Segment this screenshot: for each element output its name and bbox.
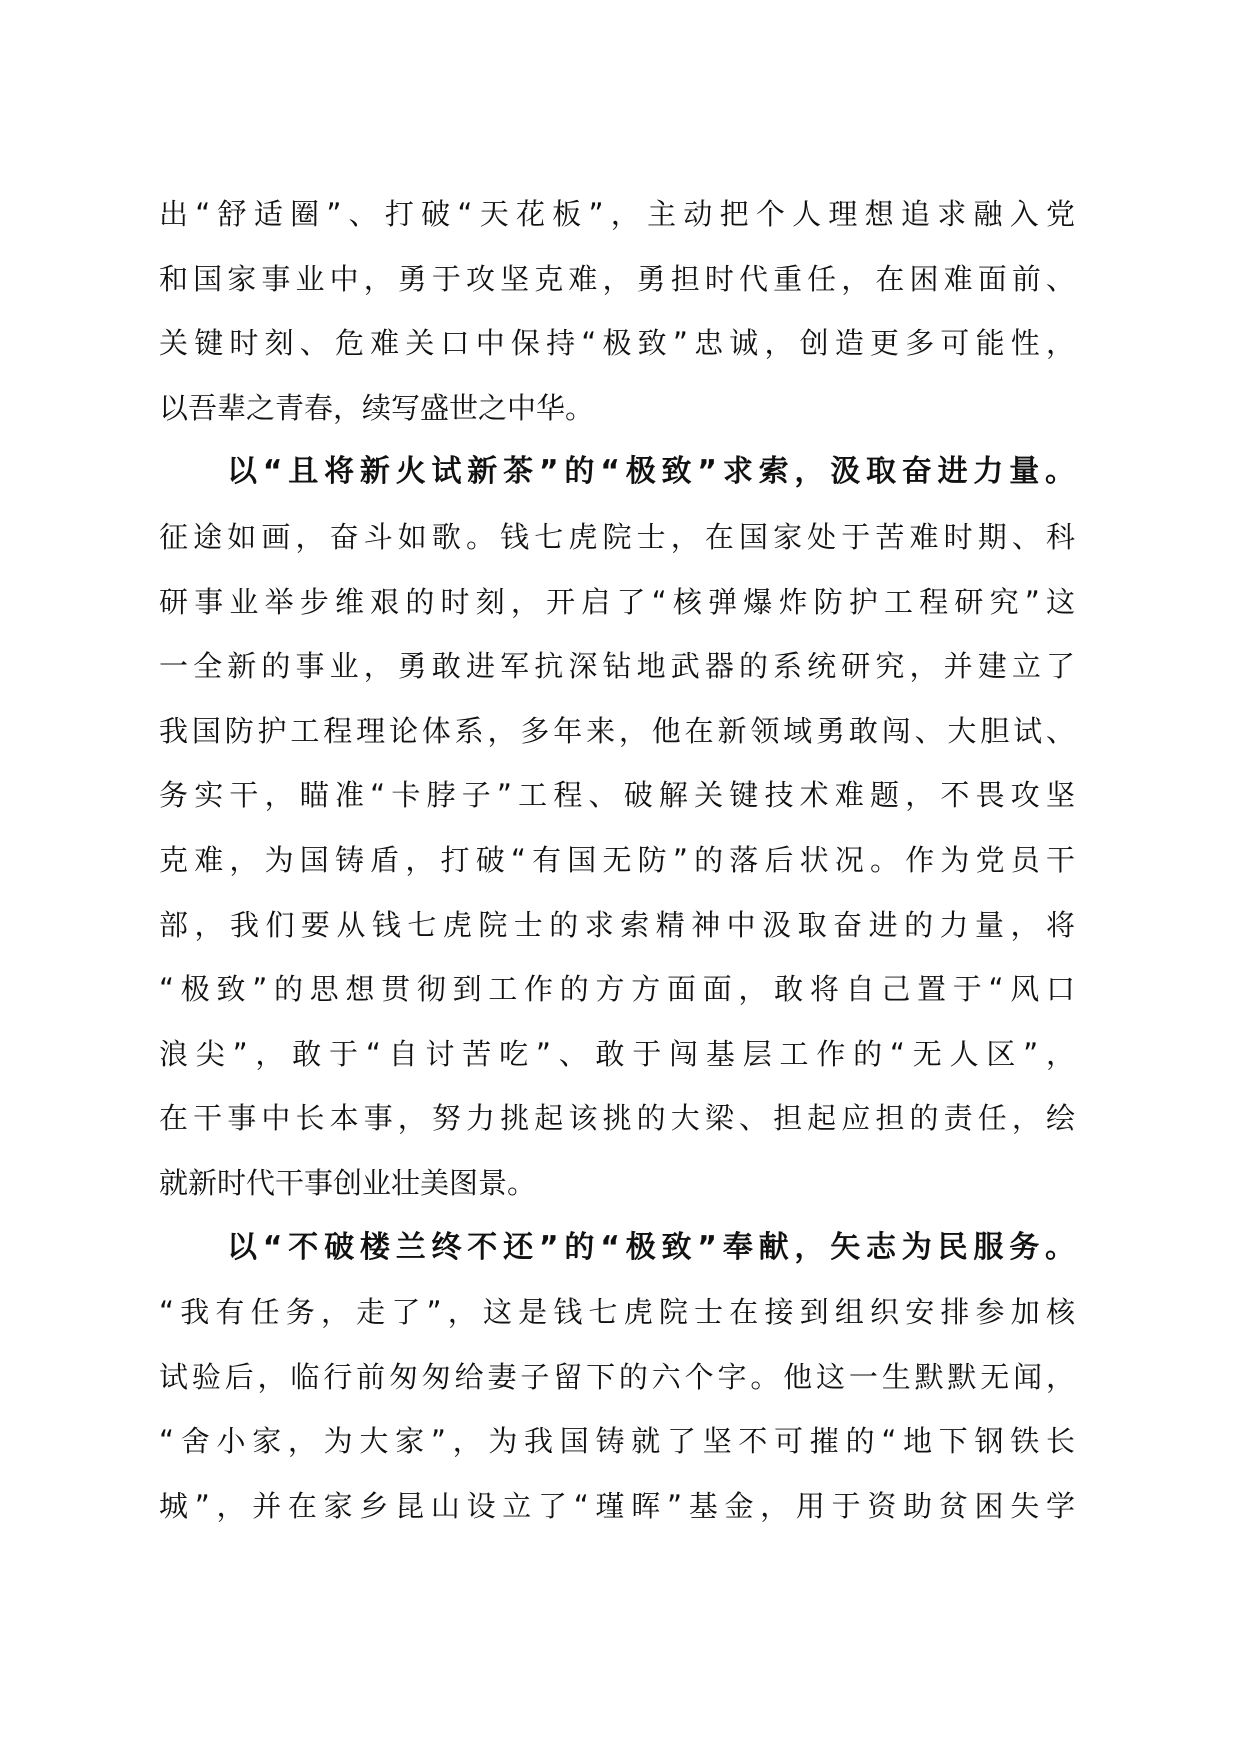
text-line: 征途如画，奋斗如歌。钱七虎院士，在国家处于苦难时期、科 — [159, 519, 1075, 554]
text-line: 浪尖”，敢于“自讨苦吃”、敢于闯基层工作的“无人区”， — [159, 1036, 1075, 1071]
text-line: “极致”的思想贯彻到工作的方方面面，敢将自己置于“风口 — [159, 972, 1075, 1007]
text-line: 我国防护工程理论体系，多年来，他在新领域勇敢闯、大胆试、 — [159, 713, 1075, 748]
body-paragraph — [159, 505, 1075, 1216]
text-line: 以吾辈之青春，续写盛世之中华。 — [159, 390, 595, 425]
text-line: 和国家事业中，勇于攻坚克难，勇担时代重任，在困难面前、 — [159, 261, 1075, 296]
text-line: 部，我们要从钱七虎院士的求索精神中汲取奋进的力量，将 — [159, 907, 1075, 942]
text-line: 城”，并在家乡昆山设立了“瑾晖”基金，用于资助贫困失学 — [159, 1488, 1075, 1523]
text-line: 就新时代干事创业壮美图景。 — [159, 1165, 537, 1200]
text-line: 一全新的事业，勇敢进军抗深钻地武器的系统研究，并建立了 — [159, 649, 1075, 684]
document-page — [159, 182, 1075, 1538]
section-heading — [159, 1216, 1075, 1281]
body-paragraph — [159, 1280, 1075, 1538]
text-line: “舍小家，为大家”，为我国铸就了坚不可摧的“地下钢铁长 — [159, 1424, 1075, 1459]
text-line: 在干事中长本事，努力挑起该挑的大梁、担起应担的责任，绘 — [159, 1101, 1075, 1136]
text-line: 出“舒适圈”、打破“天花板”，主动把个人理想追求融入党 — [159, 197, 1075, 231]
text-line: 务实干，瞄准“卡脖子”工程、破解关键技术难题，不畏攻坚 — [159, 778, 1075, 813]
text-line: 试验后，临行前匆匆给妻子留下的六个字。他这一生默默无闻， — [159, 1359, 1075, 1394]
text-line: 以“且将新火试新茶”的“极致”求索，汲取奋进力量。 — [227, 454, 1075, 490]
text-line: 克难，为国铸盾，打破“有国无防”的落后状况。作为党员干 — [159, 842, 1075, 877]
text-line: 研事业举步维艰的时刻，开启了“核弹爆炸防护工程研究”这 — [159, 584, 1075, 619]
text-line: 以“不破楼兰终不还”的“极致”奉献，矢志为民服务。 — [227, 1229, 1075, 1265]
text-line: 关键时刻、危难关口中保持“极致”忠诚，创造更多可能性， — [159, 326, 1075, 361]
body-paragraph — [159, 182, 1075, 440]
section-heading — [159, 440, 1075, 505]
text-line: “我有任务，走了”，这是钱七虎院士在接到组织安排参加核 — [159, 1295, 1075, 1330]
